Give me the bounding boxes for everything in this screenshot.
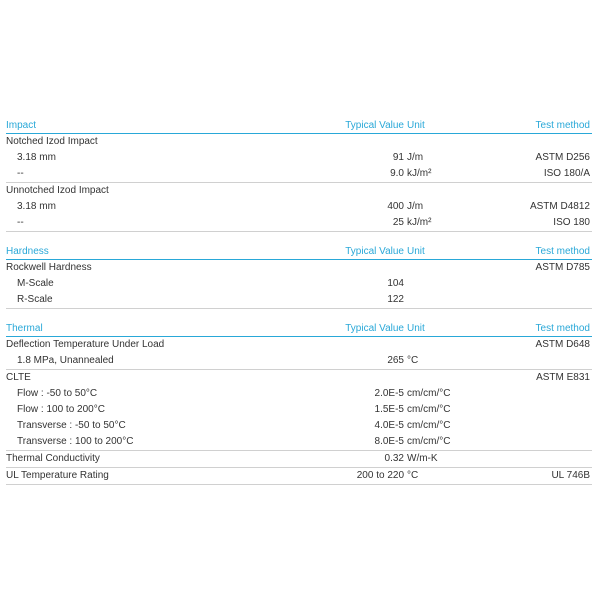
- typical-value: 9.0: [390, 168, 404, 179]
- property-name: --: [17, 168, 24, 179]
- property-name: Thermal Conductivity: [6, 453, 100, 464]
- property-row: [6, 292, 592, 309]
- section-header: [6, 118, 592, 134]
- section-thermal: [6, 321, 592, 485]
- property-row: [6, 183, 592, 199]
- unit: °C: [407, 355, 419, 366]
- property-row: [6, 402, 592, 418]
- test-method-header: Test method: [535, 120, 590, 131]
- property-name: Flow : 100 to 200°C: [17, 404, 105, 415]
- property-row: [6, 451, 592, 468]
- typical-value: 25: [392, 217, 404, 228]
- property-row: [6, 434, 592, 451]
- typical-value-header: Typical Value: [345, 120, 404, 131]
- typical-value-header: Typical Value: [345, 246, 404, 257]
- property-name: UL Temperature Rating: [6, 470, 109, 481]
- property-name: 3.18 mm: [17, 201, 56, 212]
- test-method: ASTM D4812: [529, 201, 590, 212]
- property-name: CLTE: [6, 372, 31, 383]
- typical-value-header: Typical Value: [345, 323, 404, 334]
- property-row: [6, 386, 592, 402]
- property-name: --: [17, 217, 24, 228]
- property-row: [6, 418, 592, 434]
- unit-header: Unit: [407, 120, 425, 131]
- typical-value: 265: [387, 355, 404, 366]
- typical-value: 0.32: [384, 453, 404, 464]
- property-row: [6, 150, 592, 166]
- section-title: Thermal: [6, 323, 43, 334]
- property-row: [6, 468, 592, 485]
- unit: J/m: [407, 201, 424, 212]
- test-method: UL 746B: [551, 470, 590, 481]
- property-row: [6, 199, 592, 215]
- test-method: ASTM D648: [535, 339, 590, 350]
- property-name: 1.8 MPa, Unannealed: [17, 355, 114, 366]
- property-name: Transverse : -50 to 50°C: [17, 420, 126, 431]
- typical-value: 4.0E-5: [374, 420, 404, 431]
- unit-header: Unit: [407, 323, 425, 334]
- section-header: [6, 321, 592, 337]
- test-method-header: Test method: [535, 323, 590, 334]
- section-title: Hardness: [6, 246, 49, 257]
- test-method: ISO 180/A: [543, 168, 590, 179]
- typical-value: 122: [387, 294, 404, 305]
- property-name: Rockwell Hardness: [6, 262, 92, 273]
- property-row: [6, 260, 592, 276]
- unit: kJ/m²: [407, 168, 432, 179]
- typical-value: 91: [392, 152, 404, 163]
- property-name: Notched Izod Impact: [6, 136, 98, 147]
- section-impact: [6, 118, 592, 232]
- property-row: [6, 276, 592, 292]
- property-row: [6, 337, 592, 353]
- property-row: [6, 134, 592, 150]
- test-method: ASTM E831: [536, 372, 590, 383]
- property-row: [6, 353, 592, 370]
- test-method: ASTM D256: [535, 152, 590, 163]
- property-name: R-Scale: [17, 294, 53, 305]
- unit: cm/cm/°C: [407, 388, 451, 399]
- section-header: [6, 244, 592, 260]
- unit: kJ/m²: [407, 217, 432, 228]
- property-row: [6, 370, 592, 386]
- property-sheet: [6, 118, 592, 497]
- unit: J/m: [407, 152, 424, 163]
- typical-value: 2.0E-5: [374, 388, 404, 399]
- typical-value: 104: [387, 278, 404, 289]
- test-method: ASTM D785: [535, 262, 590, 273]
- property-name: 3.18 mm: [17, 152, 56, 163]
- typical-value: 8.0E-5: [374, 436, 404, 447]
- typical-value: 400: [387, 201, 404, 212]
- unit: cm/cm/°C: [407, 404, 451, 415]
- unit: °C: [407, 470, 419, 481]
- property-row: [6, 215, 592, 232]
- unit: cm/cm/°C: [407, 420, 451, 431]
- section-hardness: [6, 244, 592, 309]
- property-name: Unnotched Izod Impact: [6, 185, 109, 196]
- property-name: Flow : -50 to 50°C: [17, 388, 98, 399]
- test-method-header: Test method: [535, 246, 590, 257]
- typical-value: 200 to 220: [356, 470, 404, 481]
- unit: W/m-K: [407, 453, 438, 464]
- property-name: Deflection Temperature Under Load: [6, 339, 165, 350]
- typical-value: 1.5E-5: [374, 404, 404, 415]
- property-name: Transverse : 100 to 200°C: [17, 436, 134, 447]
- property-row: [6, 166, 592, 183]
- section-title: Impact: [6, 120, 37, 131]
- unit: cm/cm/°C: [407, 436, 451, 447]
- test-method: ISO 180: [553, 217, 590, 228]
- unit-header: Unit: [407, 246, 425, 257]
- property-name: M-Scale: [17, 278, 54, 289]
